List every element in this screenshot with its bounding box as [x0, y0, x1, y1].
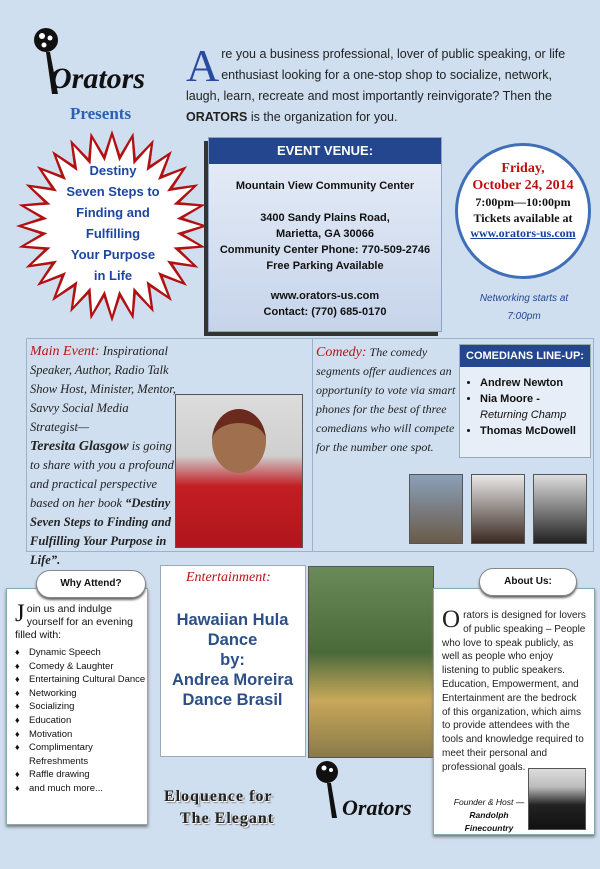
- comedian-name: Thomas McDowell: [480, 425, 576, 437]
- networking-note: [464, 290, 584, 326]
- intro-text-end: is the organization for you.: [247, 110, 398, 124]
- book-title: “Destiny Seven Steps to Finding and Fulfilling Your Purpose in Life”.: [30, 496, 171, 567]
- networking-line2: 7:00pm: [507, 311, 541, 322]
- comedian-photo-1: [409, 474, 463, 544]
- comedian-note: Returning Champ: [480, 409, 567, 421]
- speaker-photo: [175, 394, 303, 548]
- venue-parking: Free Parking Available: [266, 260, 384, 272]
- entertainment-line: Andrea Moreira: [171, 671, 294, 689]
- comedians-header: COMEDIANS LINE-UP:: [460, 345, 590, 367]
- entertainment-line: Dance: [207, 631, 258, 649]
- why-attend-list: [7, 646, 147, 796]
- comedian-photo-2: [471, 474, 525, 544]
- entertainment-line: Hawaiian Hula: [176, 611, 289, 629]
- intro-text: re you a business professional, lover of public speaking, or life enthusiast looking for a one-stop shop to socialize, network, laugh, learn, recreate and most importantly reinvigorate? Then the: [186, 47, 566, 103]
- speaker-name: Teresita Glasgow: [30, 439, 129, 454]
- comedian-item: [480, 375, 590, 391]
- venue-phone: Community Center Phone: 770-509-2746: [219, 244, 431, 256]
- intro-drop-cap: A: [186, 40, 220, 91]
- why-intro-text: oin us and indulge yourself for an evening filled with:: [15, 603, 133, 641]
- why-item: ♦ Education: [29, 714, 147, 728]
- about-text-body: rators is designed for lovers of public speaking – People who love to speak publicly, as well as people who enjoy listening to public speakers. Education, Empowerment, and Entertainment are the bedrock of this organization, which aims to provide attendees with the tools and knowledge required to meet their personal and professional goals.: [442, 610, 586, 773]
- why-item: ♦ Dynamic Speech: [29, 646, 147, 660]
- comedian-item: [480, 423, 590, 439]
- comedian-name: Nia Moore -: [480, 393, 540, 405]
- venue-website-link[interactable]: www.orators-us.com: [270, 290, 380, 302]
- venue-address-line2: Marietta, GA 30066: [275, 228, 375, 240]
- why-attend-box: [6, 588, 148, 825]
- founder-name: Randolph Finecountry: [464, 810, 514, 833]
- event-date-circle: [455, 143, 591, 279]
- venue-contact: Contact: (770) 685-0170: [263, 306, 387, 318]
- venue-address-line1: 3400 Sandy Plains Road,: [260, 212, 390, 224]
- presents-label: Presents: [70, 104, 132, 123]
- event-date: October 24, 2014: [472, 178, 574, 193]
- why-attend-tab: Why Attend?: [36, 570, 146, 598]
- about-us-tab: About Us:: [479, 568, 577, 596]
- starburst-line: Destiny: [89, 163, 137, 178]
- hula-dancers-photo: [308, 566, 434, 758]
- event-venue-header: EVENT VENUE:: [209, 138, 441, 164]
- why-item: ♦ Complimentary Refreshments: [29, 741, 147, 768]
- why-item: ♦ Motivation: [29, 728, 147, 742]
- founder-label: Founder & Host —: [453, 797, 525, 807]
- tickets-label: Tickets available at: [473, 211, 573, 225]
- orators-logo-text: Orators: [50, 62, 146, 95]
- entertainment-line: by:: [220, 651, 245, 669]
- starburst-line: Your Purpose: [70, 247, 156, 262]
- intro-orators-bold: ORATORS: [186, 110, 248, 124]
- venue-name: Mountain View Community Center: [235, 180, 415, 192]
- event-time: 7:00pm—10:00pm: [475, 195, 571, 209]
- footer-tagline-line2: The Elegant: [180, 810, 275, 827]
- footer-orators-logo: Orators: [342, 795, 412, 820]
- comedy-label: Comedy:: [316, 345, 367, 360]
- founder-photo: [528, 768, 586, 830]
- founder-caption: [444, 796, 534, 835]
- entertainment-text: [165, 610, 300, 710]
- why-item: ♦ Comedy & Laughter: [29, 660, 147, 674]
- main-event-label: Main Event:: [30, 344, 100, 359]
- tickets-link[interactable]: www.orators-us.com: [470, 226, 576, 240]
- networking-line1: Networking starts at: [479, 293, 569, 304]
- about-drop-cap: O: [442, 606, 461, 633]
- starburst-line: Seven Steps to: [66, 184, 160, 199]
- event-venue-box: [208, 137, 442, 332]
- why-item: ♦ Entertaining Cultural Dance: [29, 673, 147, 687]
- main-event-text: [30, 342, 176, 570]
- starburst-line: Fulfilling: [85, 226, 141, 241]
- footer-tagline: [164, 786, 274, 830]
- about-us-text: [434, 589, 594, 775]
- why-item: ♦ Socializing: [29, 700, 147, 714]
- comedian-photo-3: [533, 474, 587, 544]
- comedy-text: [316, 343, 456, 457]
- intro-paragraph: [186, 40, 586, 128]
- why-item: ♦ and much more...: [29, 782, 147, 796]
- event-day: Friday,: [501, 161, 545, 176]
- comedian-name: Andrew Newton: [480, 377, 564, 389]
- main-event-middle: is going to share with you a profound and practical perspective based on her book: [30, 439, 174, 510]
- comedy-description: The comedy segments offer audiences an opportunity to vote via smart phones for the best of three comedians who will compete for the number one spot.: [316, 345, 456, 454]
- footer-tagline-line1: Eloquence for: [164, 788, 273, 805]
- why-item: ♦ Networking: [29, 687, 147, 701]
- starburst-line: in Life: [93, 268, 133, 283]
- comedians-list: [460, 375, 590, 439]
- why-drop-cap: J: [15, 600, 25, 627]
- comedians-lineup-box: [459, 344, 591, 458]
- entertainment-line: Dance Brasil: [182, 691, 283, 709]
- main-event-roles: Inspirational Speaker, Author, Radio Talk Show Host, Minister, Mentor, Savvy Social Media Strategist—: [30, 344, 176, 434]
- comedian-item: [480, 391, 590, 423]
- why-item: ♦ Raffle drawing: [29, 768, 147, 782]
- entertainment-title: Entertainment:: [186, 570, 271, 585]
- starburst-line: Finding and: [76, 205, 150, 220]
- starburst-text: [38, 160, 188, 286]
